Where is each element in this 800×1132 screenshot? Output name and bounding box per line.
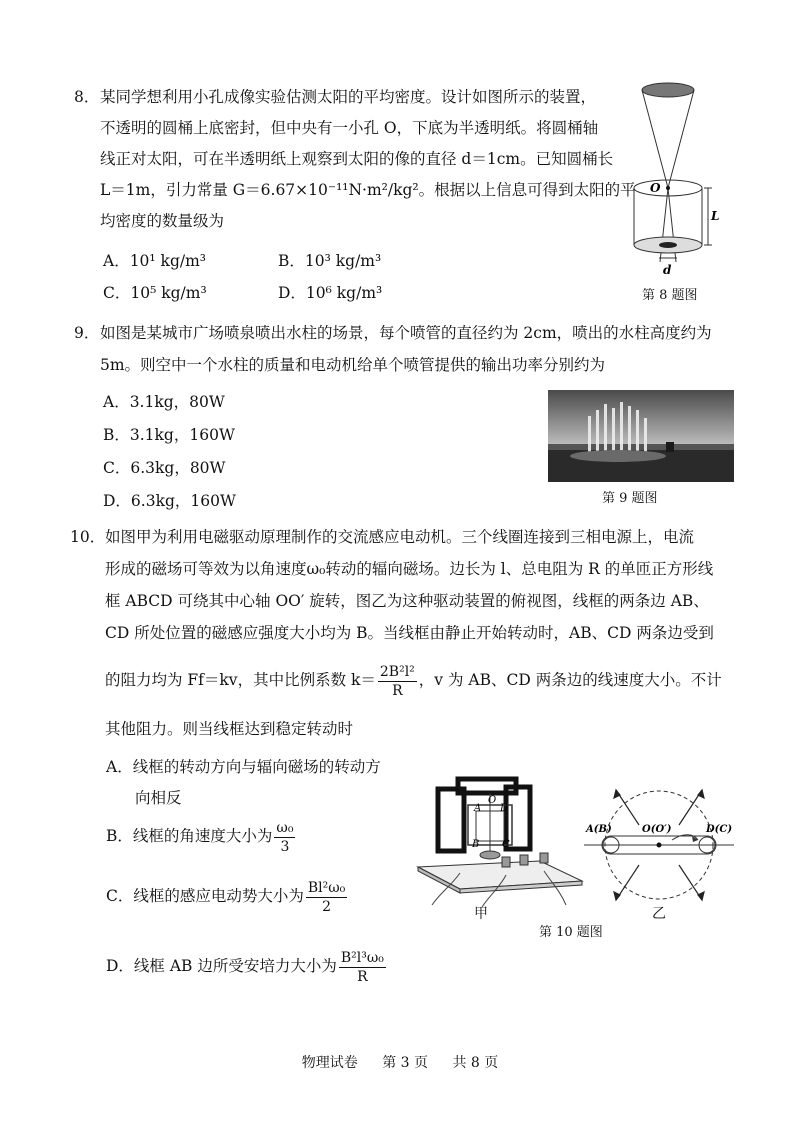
q8-option-b[interactable]: B．10³ kg/m³ — [278, 252, 382, 270]
q8-option-a[interactable]: A．10¹ kg/m³ — [103, 252, 207, 270]
q10-jia-label-c: C — [502, 839, 510, 850]
q10-jia-label-b: B — [472, 839, 480, 850]
q8-option-d[interactable]: D．10⁶ kg/m³ — [278, 284, 383, 302]
q10-option-b-text: B．线框的角速度大小为 — [106, 827, 273, 845]
q10-option-c-num: Bl²ω₀ — [307, 879, 346, 896]
q8-fig-label-o: O — [650, 181, 661, 195]
q10-option-b-num: ω₀ — [276, 819, 294, 836]
q9-option-c[interactable]: C．6.3kg，80W — [103, 459, 226, 477]
footer-total: 共 8 页 — [452, 1055, 499, 1071]
q9-fountain-photo — [548, 390, 734, 482]
q8-caption: 第 8 题图 — [642, 288, 698, 303]
q10-line-1: 如图甲为利用电磁驱动原理制作的交流感应电动机。三个线圈连接到三相电源上，电流 — [105, 528, 695, 546]
q10-line-4: CD 所处位置的磁感应强度大小均为 B。当线框由静止开始转动时，AB、CD 两条边受到 — [105, 624, 714, 642]
q9-option-d[interactable]: D．6.3kg，160W — [103, 492, 236, 510]
q8-line-4: L＝1m，引力常量 G＝6.67×10⁻¹¹N·m²/kg²。根据以上信息可得到太阳的平 — [100, 181, 636, 199]
q8-fig-label-d: d — [663, 263, 672, 277]
q9-line-1: 如图是某城市广场喷泉喷出水柱的场景，每个喷管的直径约为 2cm，喷出的水柱高度约为 — [100, 324, 712, 342]
q10-k-numerator: 2B²l² — [379, 663, 415, 680]
q10-option-d-text: D．线框 AB 边所受安培力大小为 — [106, 957, 337, 975]
q10-option-d-den: R — [357, 968, 368, 985]
q9-option-a[interactable]: A．3.1kg，80W — [103, 393, 225, 411]
q10-line-6: 其他阻力。则当线框达到稳定转动时 — [105, 720, 354, 738]
q8-line-1: 某同学想利用小孔成像实验估测太阳的平均密度。设计如图所示的装置， — [100, 88, 597, 106]
page-footer — [0, 1052, 800, 1072]
q10-label-jia: 甲 — [474, 906, 488, 922]
q10-option-a[interactable]: A．线框的转动方向与辐向磁场的转动方 — [106, 758, 381, 776]
q10-option-c-den: 2 — [322, 898, 332, 915]
footer-page: 第 3 页 — [382, 1055, 428, 1071]
q10-option-a-cont: 向相反 — [135, 789, 182, 807]
footer-subject: 物理试卷 — [301, 1055, 358, 1071]
q8-option-c[interactable]: C．10⁵ kg/m³ — [103, 284, 207, 302]
q10-yi-label-ab: A(B) — [586, 824, 612, 835]
q10-number: 10． — [70, 528, 106, 546]
q10-yi-label-dc: D(C) — [706, 824, 733, 835]
q10-jia-label-a: A — [474, 803, 482, 814]
q10-figure-yi — [584, 770, 734, 910]
q10-option-d[interactable] — [106, 946, 388, 986]
q9-number: 9． — [74, 324, 100, 342]
q8-line-2: 不透明的圆桶上底密封，但中央有一小孔 O，下底为半透明纸。将圆桶轴 — [100, 119, 599, 137]
q10-yi-label-o: O(O′) — [642, 824, 672, 835]
q10-option-b-fraction — [274, 819, 295, 856]
q10-line-5-a: 的阻力均为 Ff＝kv，其中比例系数 k＝ — [105, 671, 376, 689]
q10-label-yi: 乙 — [652, 906, 666, 922]
q10-jia-label-d: D — [500, 803, 509, 814]
q8-fig-label-l: L — [711, 209, 720, 223]
q10-line-5-b: ，v 为 AB、CD 两条边的线速度大小。不计 — [418, 671, 722, 689]
q10-option-b[interactable] — [106, 816, 297, 856]
q8-cylinder-figure — [610, 80, 720, 280]
q10-k-denominator: R — [392, 682, 403, 699]
q10-caption: 第 10 题图 — [539, 925, 603, 940]
q9-caption: 第 9 题图 — [602, 491, 658, 506]
q10-k-fraction — [378, 663, 417, 700]
q10-option-c-fraction — [306, 879, 347, 916]
q10-option-c[interactable] — [106, 876, 349, 916]
q10-jia-label-o: O — [488, 795, 497, 806]
q10-option-d-fraction — [339, 949, 386, 986]
q10-line-5 — [105, 660, 722, 700]
q10-option-c-text: C．线框的感应电动势大小为 — [106, 887, 304, 905]
q8-line-5: 均密度的数量级为 — [100, 212, 225, 230]
q10-line-2: 形成的磁场可等效为以角速度ω₀转动的辐向磁场。边长为 l、总电阻为 R 的单匝正方形线 — [105, 560, 714, 578]
q10-figure-jia — [410, 775, 590, 910]
q8-line-3: 线正对太阳，可在半透明纸上观察到太阳的像的直径 d＝1cm。已知圆桶长 — [100, 150, 614, 168]
q10-line-3: 框 ABCD 可绕其中心轴 OO′ 旋转，图乙为这种驱动装置的俯视图，线框的两条边 AB、 — [105, 592, 709, 610]
q10-option-b-den: 3 — [280, 838, 290, 855]
q8-number: 8． — [74, 88, 100, 106]
q9-option-b[interactable]: B．3.1kg，160W — [103, 426, 235, 444]
q10-option-d-num: B²l³ω₀ — [340, 949, 384, 966]
q9-line-2: 5m。则空中一个水柱的质量和电动机给单个喷管提供的输出功率分别约为 — [100, 356, 606, 374]
